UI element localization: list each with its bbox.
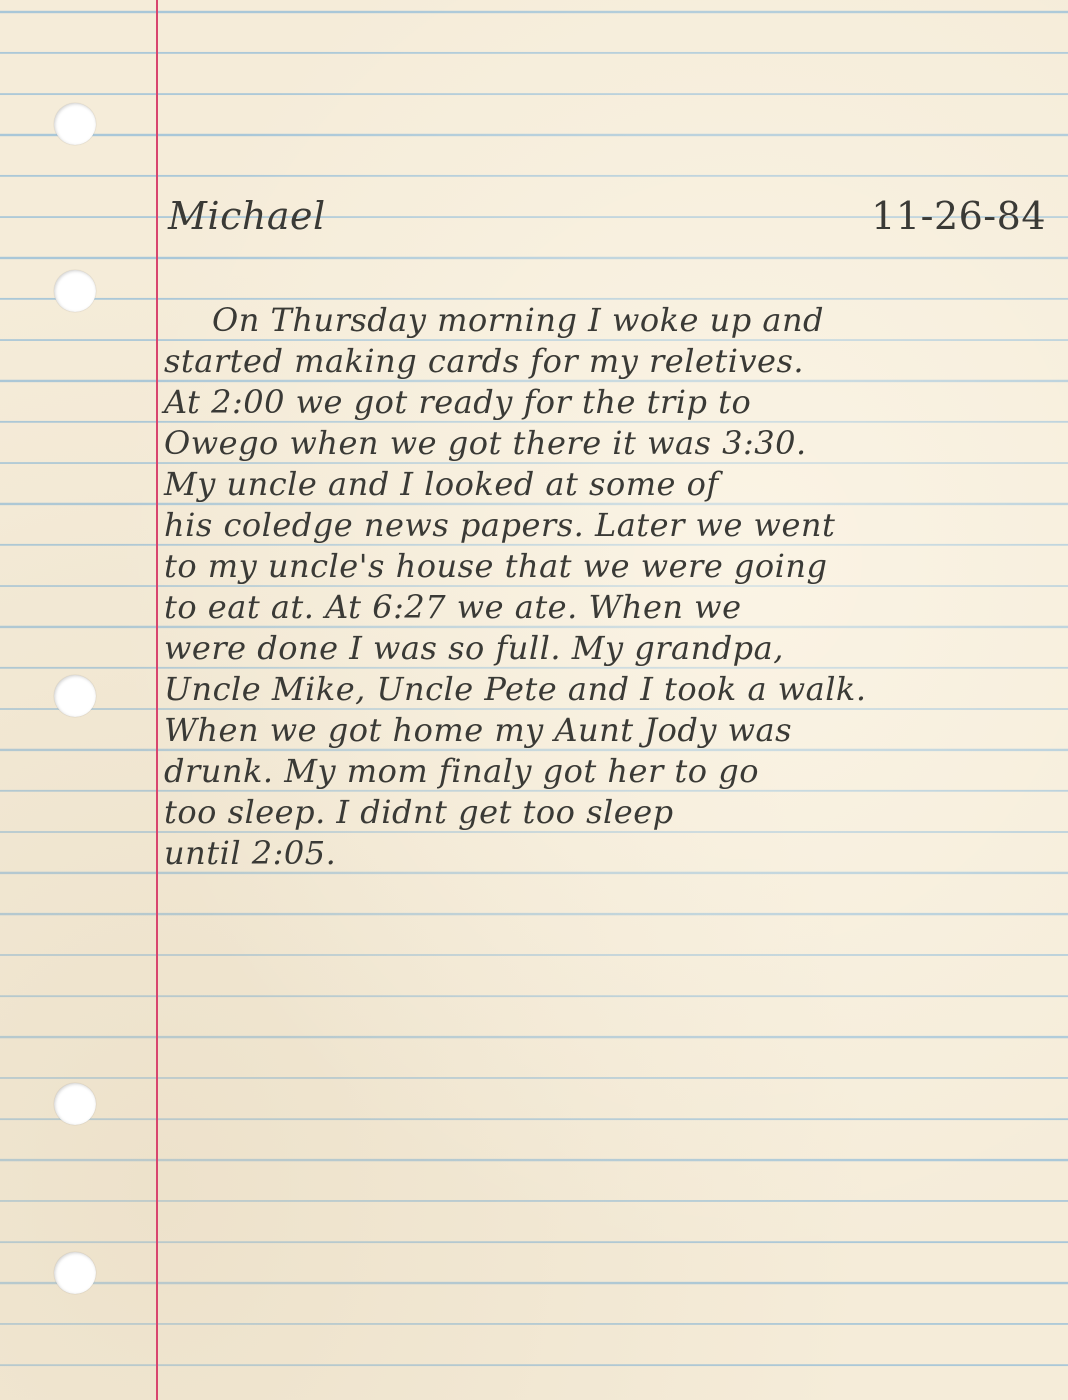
text-line: were done I was so full. My grandpa, xyxy=(164,629,784,667)
text-line: to eat at. At 6:27 we ate. When we xyxy=(164,588,742,626)
text-line: On Thursday morning I woke up and xyxy=(212,301,825,339)
binder-hole-4 xyxy=(54,1083,96,1125)
text-line: Uncle Mike, Uncle Pete and I took a walk. xyxy=(164,670,867,708)
text-line: When we got home my Aunt Jody was xyxy=(164,711,792,749)
text-line: to my uncle's house that we were going xyxy=(164,547,828,585)
binder-hole-5 xyxy=(54,1252,96,1294)
binder-hole-3 xyxy=(54,675,96,717)
text-line: At 2:00 we got ready for the trip to xyxy=(164,383,752,421)
text-line: until 2:05. xyxy=(164,834,337,872)
text-line: his coledge news papers. Later we went xyxy=(164,506,836,544)
text-line: drunk. My mom finaly got her to go xyxy=(164,752,759,790)
text-line: Owego when we got there it was 3:30. xyxy=(164,424,807,462)
text-line: started making cards for my reletives. xyxy=(164,342,805,380)
binder-hole-2 xyxy=(54,270,96,312)
margin-line xyxy=(156,0,158,1400)
author-name: Michael xyxy=(168,194,326,238)
handwritten-text xyxy=(164,300,1059,874)
binder-hole-1 xyxy=(54,103,96,145)
text-line: too sleep. I didnt get too sleep xyxy=(164,793,674,831)
entry-date: 11-26-84 xyxy=(871,194,1046,238)
text-line: My uncle and I looked at some of xyxy=(164,465,719,503)
